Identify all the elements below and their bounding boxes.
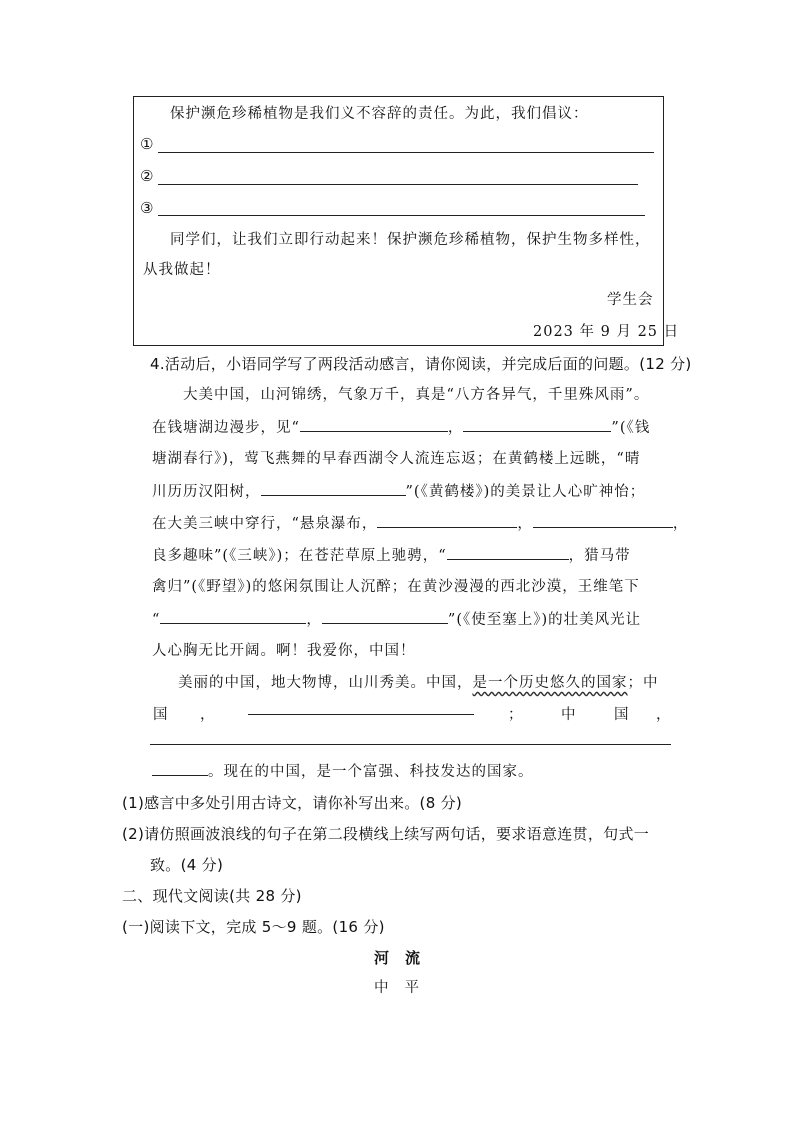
p2-line-1-text-a: 美丽的中国，地大物博，山川秀美。中国， [178, 675, 473, 691]
p2-line-4-text: 。现在的中国，是一个富强、科技发达的国家。 [208, 764, 534, 780]
p1-line-6-text-b: ，猎马带 [568, 548, 631, 564]
p1-line-2-text-b: ， [447, 420, 464, 436]
p1-line-8-text-c: ”(《使至塞上》)的壮美风光让 [447, 612, 642, 628]
sub-question-2-line-1: (2)请仿照画波浪线的句子在第二段横线上续写两句话，要求语意连贯，句式一 [122, 825, 650, 843]
p2-line-1 [178, 673, 659, 693]
p1-line-9: 人心胸无比开阔。啊！我爱你，中国！ [152, 643, 416, 659]
answer-line-3[interactable] [158, 215, 645, 216]
p2-semicolon: ； [508, 707, 524, 723]
p2-comma-2: ， [656, 707, 672, 723]
p1-line-6-text-a: 良多趣味”(《三峡》)；在苍茫草原上驰骋，“ [152, 548, 447, 564]
sub-question-2-line-2: 致。(4 分) [150, 856, 224, 874]
poem-blank-8[interactable] [322, 609, 448, 624]
proposal-closing-2: 从我做起！ [143, 262, 221, 278]
p2-guo-1: 国 [153, 707, 169, 723]
p1-line-2 [152, 417, 650, 438]
p2-line-4 [152, 761, 534, 782]
section-2-heading: 二、现代文阅读(共 28 分) [122, 887, 302, 905]
p2-line-1-text-b: ；中 [627, 675, 659, 691]
item-marker-1: ① [140, 135, 154, 153]
poem-blank-1[interactable] [300, 417, 448, 432]
proposal-intro: 保护濒危珍稀植物是我们义不容辞的责任。为此，我们倡议： [170, 106, 589, 122]
p1-line-5-text-c: ， [672, 516, 689, 532]
p1-line-6 [152, 545, 631, 566]
continuation-blank-1[interactable] [248, 714, 474, 715]
proposal-box [133, 96, 664, 346]
poem-blank-6[interactable] [447, 545, 569, 560]
question-4-stem: 4.活动后，小语同学写了两段活动感言，请你阅读，并完成后面的问题。(12 分) [150, 355, 692, 373]
p1-line-4 [152, 481, 645, 502]
p2-comma-1: ， [200, 707, 216, 723]
p1-line-4-text-a: 川历历汉阳树， [152, 484, 261, 500]
p1-line-4-text-b: ”(《黄鹤楼》)的美景让人心旷神怡； [405, 484, 646, 500]
p1-line-5 [152, 513, 688, 534]
continuation-blank-2[interactable] [150, 744, 671, 745]
p1-line-8 [152, 609, 641, 630]
item-marker-3: ③ [140, 199, 154, 217]
p1-line-3: 塘湖春行》)，莺飞燕舞的早春西湖令人流连忘返；在黄鹤楼上远眺，“晴 [152, 451, 641, 467]
poem-blank-3[interactable] [261, 481, 406, 496]
p1-line-5-text-a: 在大美三峡中穿行，“悬泉瀑布， [152, 516, 378, 532]
answer-line-1[interactable] [158, 152, 654, 153]
p1-line-2-text-c: ”(《钱 [611, 420, 651, 436]
poem-blank-5[interactable] [533, 513, 673, 528]
p1-line-7: 禽归”(《野望》)的悠闲氛围让人沉醉；在黄沙漫漫的西北沙漠，王维笔下 [152, 579, 640, 595]
p2-guo-2: 国 [614, 707, 630, 723]
proposal-signature: 学生会 [607, 292, 654, 308]
poem-blank-2[interactable] [463, 417, 611, 432]
item-marker-2: ② [140, 167, 154, 185]
continuation-blank-3[interactable] [152, 761, 208, 776]
poem-blank-4[interactable] [377, 513, 517, 528]
poem-blank-7[interactable] [160, 609, 306, 624]
p2-wavy-sentence: 是一个历史悠久的国家 [472, 675, 628, 691]
proposal-closing-1: 同学们，让我们立即行动起来！保护濒危珍稀植物，保护生物多样性， [170, 232, 651, 248]
article-author: 中平 [374, 980, 435, 996]
p1-line-8-text-b: ， [306, 612, 322, 628]
p1-line-1: 大美中国，山河锦绣，气象万千，真是“八方各异气，千里殊风雨”。 [183, 387, 650, 403]
article-title: 河流 [374, 949, 437, 967]
p2-zhong: 中 [561, 707, 577, 723]
p1-line-8-text-a: “ [152, 612, 161, 628]
sub-question-1: (1)感言中多处引用古诗文，请你补写出来。(8 分) [122, 794, 463, 812]
section-2-sub-heading: (一)阅读下文，完成 5～9 题。(16 分) [122, 918, 385, 936]
answer-line-2[interactable] [158, 184, 638, 185]
p1-line-5-text-b: ， [517, 516, 533, 532]
proposal-date: 2023 年 9 月 25 日 [533, 324, 680, 340]
p1-line-2-text-a: 在钱塘湖边漫步，见“ [152, 420, 300, 436]
